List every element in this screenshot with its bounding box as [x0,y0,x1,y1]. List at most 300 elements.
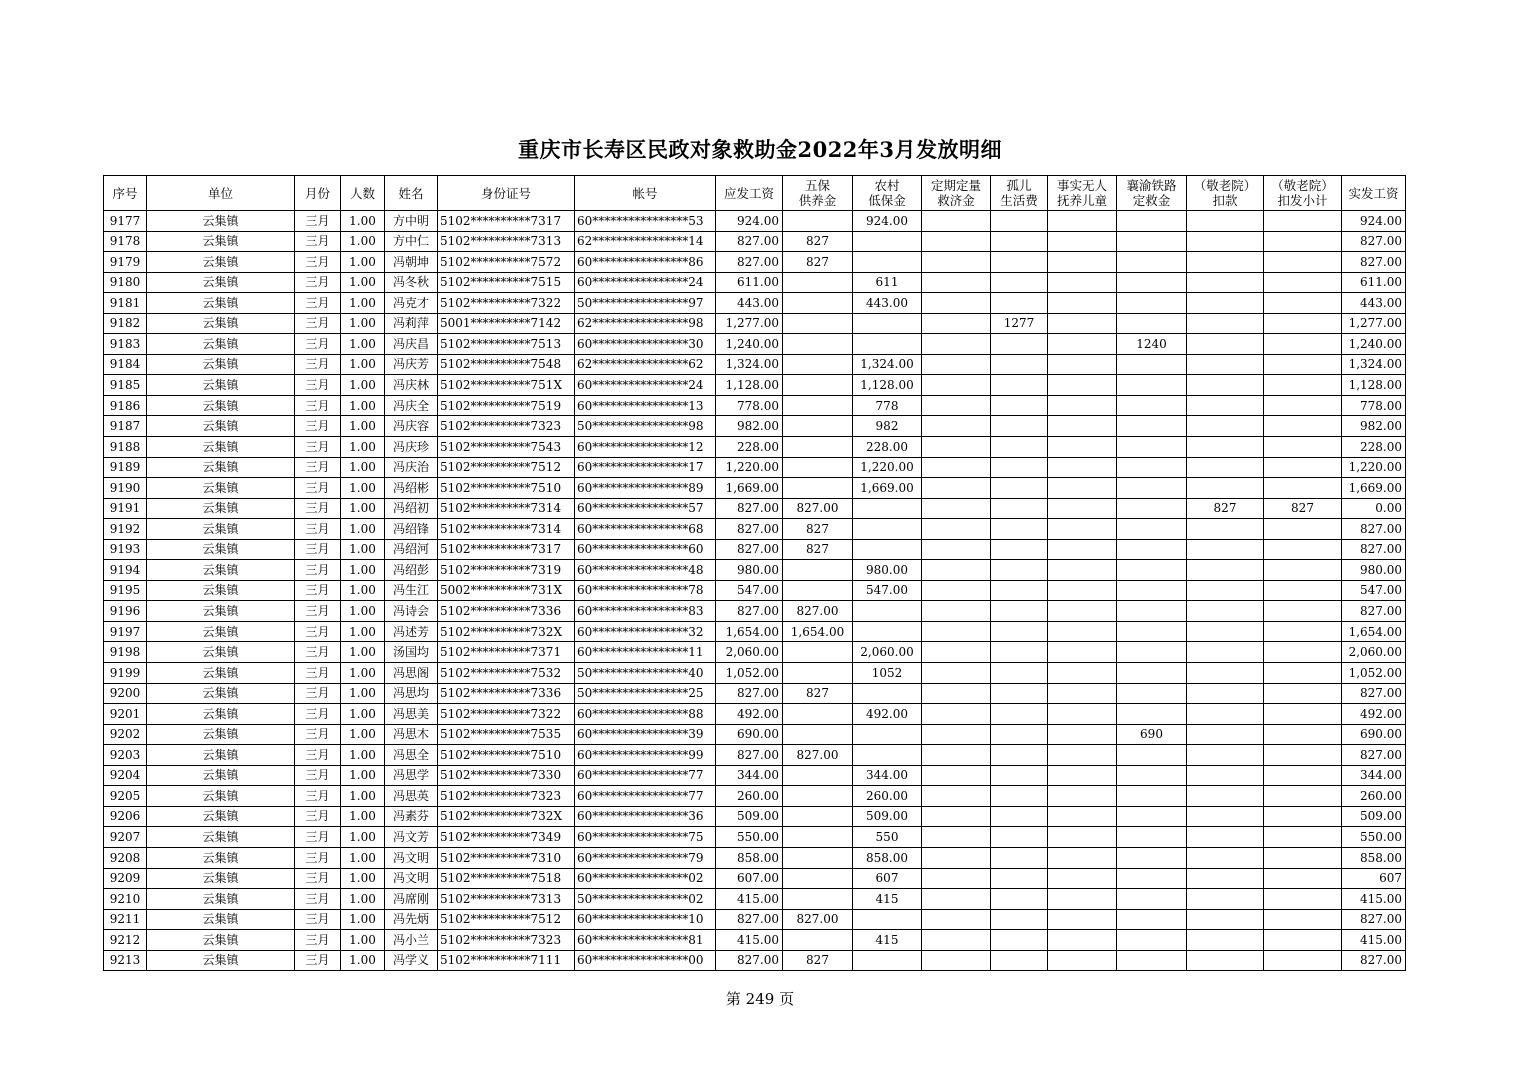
cell-name: 冯庆昌 [385,334,438,355]
cell-actual: 607 [1342,868,1406,889]
cell-account: 50****************97 [575,293,716,314]
cell-nursing-subtotal [1264,909,1342,930]
cell-account: 60****************12 [575,437,716,458]
cell-name: 冯思木 [385,724,438,745]
cell-unsupported-child [1048,211,1117,232]
cell-unsupported-child [1048,560,1117,581]
cell-unit: 云集镇 [147,293,295,314]
cell-nursing-deduction [1187,519,1264,540]
cell-orphan [991,252,1048,273]
cell-orphan [991,416,1048,437]
cell-nursing-deduction [1187,231,1264,252]
cell-unsupported-child [1048,909,1117,930]
cell-dingqi [922,827,991,848]
cell-payable: 827.00 [716,252,783,273]
cell-month: 三月 [295,519,341,540]
cell-seq: 9196 [104,601,147,622]
cell-name: 冯思英 [385,786,438,807]
cell-dibao [853,539,922,560]
cell-payable: 1,240.00 [716,334,783,355]
cell-unsupported-child [1048,889,1117,910]
cell-count: 1.00 [341,663,385,684]
cell-account: 60****************83 [575,601,716,622]
table-row [104,539,1406,560]
table-body [104,211,1406,971]
cell-id-number: 5102**********7323 [438,786,575,807]
cell-nursing-subtotal [1264,889,1342,910]
cell-dibao [853,950,922,971]
cell-nursing-subtotal [1264,930,1342,951]
cell-unsupported-child [1048,457,1117,478]
cell-unsupported-child [1048,395,1117,416]
cell-xiangyu [1117,498,1187,519]
cell-dibao [853,313,922,334]
cell-id-number: 5102**********7572 [438,252,575,273]
cell-month: 三月 [295,868,341,889]
cell-account: 62****************62 [575,354,716,375]
cell-nursing-subtotal [1264,950,1342,971]
cell-seq: 9179 [104,252,147,273]
cell-dibao: 778 [853,395,922,416]
cell-name: 冯先炳 [385,909,438,930]
cell-unit: 云集镇 [147,395,295,416]
cell-dibao: 1,324.00 [853,354,922,375]
header-orphan [991,176,1048,211]
cell-unsupported-child [1048,621,1117,642]
cell-unit: 云集镇 [147,930,295,951]
cell-orphan [991,786,1048,807]
cell-dingqi [922,847,991,868]
table-row [104,313,1406,334]
cell-dingqi [922,786,991,807]
cell-orphan [991,375,1048,396]
cell-wubao [783,889,853,910]
cell-name: 冯莉萍 [385,313,438,334]
cell-wubao: 827.00 [783,745,853,766]
header-line: 身份证号 [480,185,531,201]
cell-unsupported-child [1048,827,1117,848]
cell-xiangyu [1117,786,1187,807]
cell-wubao [783,868,853,889]
cell-dingqi [922,252,991,273]
cell-actual: 827.00 [1342,745,1406,766]
cell-nursing-subtotal [1264,334,1342,355]
header-line: 序号 [112,185,138,201]
cell-orphan [991,293,1048,314]
header-seq [104,176,147,211]
cell-xiangyu [1117,868,1187,889]
cell-id-number: 5102**********7313 [438,889,575,910]
cell-seq: 9186 [104,395,147,416]
cell-nursing-subtotal [1264,765,1342,786]
cell-dibao: 547.00 [853,580,922,601]
cell-nursing-deduction [1187,416,1264,437]
cell-count: 1.00 [341,724,385,745]
cell-seq: 9210 [104,889,147,910]
cell-account: 60****************24 [575,375,716,396]
cell-xiangyu [1117,580,1187,601]
table-row [104,745,1406,766]
cell-id-number: 5102**********7519 [438,395,575,416]
cell-nursing-deduction [1187,252,1264,273]
cell-nursing-subtotal [1264,252,1342,273]
cell-payable: 611.00 [716,272,783,293]
cell-wubao: 827 [783,683,853,704]
header-line: （敬老院） [1271,178,1334,193]
cell-wubao [783,786,853,807]
cell-orphan [991,519,1048,540]
cell-name: 冯绍彬 [385,478,438,499]
cell-name: 冯朝坤 [385,252,438,273]
cell-seq: 9199 [104,663,147,684]
header-line: （敬老院） [1193,178,1257,193]
cell-dibao [853,498,922,519]
cell-id-number: 5102**********732X [438,621,575,642]
cell-month: 三月 [295,580,341,601]
cell-nursing-subtotal: 827 [1264,498,1342,519]
cell-seq: 9185 [104,375,147,396]
cell-xiangyu [1117,478,1187,499]
cell-xiangyu [1117,437,1187,458]
cell-dibao [853,621,922,642]
cell-count: 1.00 [341,909,385,930]
cell-payable: 1,220.00 [716,457,783,478]
cell-payable: 492.00 [716,704,783,725]
cell-actual: 415.00 [1342,930,1406,951]
cell-orphan [991,930,1048,951]
cell-nursing-deduction [1187,909,1264,930]
cell-seq: 9182 [104,313,147,334]
cell-id-number: 5102**********7513 [438,334,575,355]
cell-name: 冯庆容 [385,416,438,437]
cell-nursing-deduction [1187,765,1264,786]
table-row [104,416,1406,437]
cell-name: 冯文明 [385,847,438,868]
cell-account: 60****************13 [575,395,716,416]
cell-actual: 228.00 [1342,437,1406,458]
cell-unsupported-child [1048,704,1117,725]
cell-dingqi [922,272,991,293]
cell-wubao [783,416,853,437]
cell-dingqi [922,560,991,581]
cell-month: 三月 [295,745,341,766]
cell-account: 60****************39 [575,724,716,745]
cell-wubao [783,724,853,745]
cell-id-number: 5102**********7336 [438,683,575,704]
cell-nursing-subtotal [1264,724,1342,745]
header-line: 月份 [304,185,330,201]
table-row [104,272,1406,293]
cell-xiangyu: 690 [1117,724,1187,745]
cell-count: 1.00 [341,560,385,581]
cell-payable: 1,128.00 [716,375,783,396]
cell-dingqi [922,211,991,232]
cell-unit: 云集镇 [147,272,295,293]
cell-orphan [991,601,1048,622]
cell-wubao [783,930,853,951]
cell-nursing-deduction [1187,293,1264,314]
cell-seq: 9190 [104,478,147,499]
cell-wubao [783,354,853,375]
cell-payable: 1,324.00 [716,354,783,375]
cell-payable: 2,060.00 [716,642,783,663]
table-row [104,642,1406,663]
cell-id-number: 5102**********7314 [438,498,575,519]
cell-xiangyu [1117,457,1187,478]
cell-wubao [783,457,853,478]
cell-name: 冯冬秋 [385,272,438,293]
cell-payable: 827.00 [716,539,783,560]
cell-orphan [991,580,1048,601]
cell-xiangyu [1117,847,1187,868]
cell-xiangyu [1117,621,1187,642]
cell-id-number: 5002**********731X [438,580,575,601]
cell-name: 冯文明 [385,868,438,889]
cell-wubao [783,437,853,458]
cell-unsupported-child [1048,724,1117,745]
cell-nursing-subtotal [1264,272,1342,293]
cell-dingqi [922,416,991,437]
table-row [104,704,1406,725]
cell-dibao [853,601,922,622]
cell-wubao [783,806,853,827]
cell-payable: 690.00 [716,724,783,745]
cell-wubao [783,827,853,848]
cell-id-number: 5102**********7317 [438,539,575,560]
cell-id-number: 5102**********7543 [438,437,575,458]
cell-actual: 778.00 [1342,395,1406,416]
cell-unit: 云集镇 [147,478,295,499]
cell-unsupported-child [1048,642,1117,663]
cell-count: 1.00 [341,765,385,786]
cell-dibao: 611 [853,272,922,293]
cell-id-number: 5102**********7323 [438,930,575,951]
cell-dibao: 415 [853,930,922,951]
cell-actual: 827.00 [1342,519,1406,540]
cell-count: 1.00 [341,211,385,232]
cell-month: 三月 [295,621,341,642]
table-row [104,252,1406,273]
cell-seq: 9204 [104,765,147,786]
cell-id-number: 5102**********7532 [438,663,575,684]
header-line: 五保 [804,178,830,193]
cell-actual: 611.00 [1342,272,1406,293]
cell-nursing-subtotal [1264,437,1342,458]
cell-orphan [991,889,1048,910]
cell-payable: 827.00 [716,519,783,540]
header-dingqi [922,176,991,211]
cell-unit: 云集镇 [147,211,295,232]
cell-payable: 509.00 [716,806,783,827]
cell-nursing-deduction [1187,313,1264,334]
cell-dingqi [922,889,991,910]
cell-seq: 9200 [104,683,147,704]
cell-dibao: 492.00 [853,704,922,725]
cell-count: 1.00 [341,354,385,375]
cell-payable: 1,052.00 [716,663,783,684]
cell-month: 三月 [295,539,341,560]
cell-unit: 云集镇 [147,375,295,396]
cell-month: 三月 [295,704,341,725]
cell-actual: 827.00 [1342,539,1406,560]
cell-nursing-deduction [1187,354,1264,375]
cell-month: 三月 [295,950,341,971]
cell-unit: 云集镇 [147,827,295,848]
table-row [104,621,1406,642]
cell-dingqi [922,724,991,745]
cell-unsupported-child [1048,375,1117,396]
cell-actual: 547.00 [1342,580,1406,601]
cell-nursing-deduction [1187,745,1264,766]
table-row [104,868,1406,889]
cell-count: 1.00 [341,437,385,458]
cell-name: 冯克才 [385,293,438,314]
cell-dingqi [922,930,991,951]
cell-id-number: 5001**********7142 [438,313,575,334]
cell-dibao: 550 [853,827,922,848]
cell-nursing-subtotal [1264,293,1342,314]
cell-actual: 827.00 [1342,252,1406,273]
cell-dingqi [922,642,991,663]
cell-dingqi [922,354,991,375]
cell-id-number: 5102**********7518 [438,868,575,889]
cell-xiangyu [1117,704,1187,725]
cell-seq: 9192 [104,519,147,540]
cell-seq: 9188 [104,437,147,458]
cell-payable: 827.00 [716,909,783,930]
cell-unit: 云集镇 [147,580,295,601]
cell-seq: 9212 [104,930,147,951]
table-row [104,211,1406,232]
cell-wubao [783,272,853,293]
cell-id-number: 5102**********7512 [438,909,575,930]
cell-seq: 9202 [104,724,147,745]
cell-dibao: 1052 [853,663,922,684]
cell-xiangyu [1117,889,1187,910]
cell-name: 冯庆治 [385,457,438,478]
cell-count: 1.00 [341,252,385,273]
cell-unsupported-child [1048,663,1117,684]
cell-unsupported-child [1048,580,1117,601]
cell-unsupported-child [1048,930,1117,951]
cell-id-number: 5102**********7535 [438,724,575,745]
cell-wubao: 1,654.00 [783,621,853,642]
cell-count: 1.00 [341,786,385,807]
cell-wubao: 827.00 [783,601,853,622]
cell-month: 三月 [295,395,341,416]
cell-payable: 982.00 [716,416,783,437]
header-month [295,176,341,211]
cell-actual: 827.00 [1342,909,1406,930]
cell-nursing-subtotal [1264,231,1342,252]
cell-name: 冯绍彭 [385,560,438,581]
table-row [104,437,1406,458]
cell-actual: 260.00 [1342,786,1406,807]
header-id-number [438,176,575,211]
cell-dibao [853,745,922,766]
cell-nursing-subtotal [1264,683,1342,704]
cell-account: 60****************24 [575,272,716,293]
cell-payable: 827.00 [716,231,783,252]
cell-unit: 云集镇 [147,416,295,437]
cell-unsupported-child [1048,437,1117,458]
cell-xiangyu [1117,663,1187,684]
cell-xiangyu [1117,313,1187,334]
cell-seq: 9183 [104,334,147,355]
cell-actual: 509.00 [1342,806,1406,827]
cell-account: 60****************88 [575,704,716,725]
cell-actual: 827.00 [1342,601,1406,622]
cell-count: 1.00 [341,580,385,601]
cell-nursing-subtotal [1264,457,1342,478]
cell-nursing-deduction [1187,621,1264,642]
cell-id-number: 5102**********7336 [438,601,575,622]
table-row [104,683,1406,704]
cell-nursing-subtotal [1264,313,1342,334]
cell-nursing-deduction [1187,457,1264,478]
cell-payable: 924.00 [716,211,783,232]
cell-seq: 9208 [104,847,147,868]
cell-orphan [991,704,1048,725]
table-row [104,478,1406,499]
cell-unsupported-child [1048,847,1117,868]
cell-wubao [783,395,853,416]
cell-unsupported-child [1048,231,1117,252]
cell-id-number: 5102**********7319 [438,560,575,581]
table-row [104,519,1406,540]
cell-count: 1.00 [341,745,385,766]
cell-month: 三月 [295,786,341,807]
cell-actual: 1,324.00 [1342,354,1406,375]
cell-seq: 9194 [104,560,147,581]
cell-name: 冯席刚 [385,889,438,910]
cell-orphan [991,642,1048,663]
cell-count: 1.00 [341,313,385,334]
cell-id-number: 5102**********7512 [438,457,575,478]
cell-wubao: 827 [783,519,853,540]
header-xiangyu [1117,176,1187,211]
cell-month: 三月 [295,560,341,581]
cell-seq: 9203 [104,745,147,766]
cell-unit: 云集镇 [147,806,295,827]
cell-month: 三月 [295,354,341,375]
cell-nursing-deduction [1187,889,1264,910]
cell-account: 62****************14 [575,231,716,252]
cell-id-number: 5102**********7322 [438,293,575,314]
header-line: 抚养儿童 [1056,193,1107,208]
cell-payable: 344.00 [716,765,783,786]
cell-account: 60****************81 [575,930,716,951]
cell-count: 1.00 [341,519,385,540]
header-account [575,176,716,211]
cell-actual: 827.00 [1342,683,1406,704]
cell-nursing-deduction [1187,683,1264,704]
cell-count: 1.00 [341,930,385,951]
cell-payable: 1,654.00 [716,621,783,642]
cell-count: 1.00 [341,806,385,827]
cell-payable: 827.00 [716,683,783,704]
cell-nursing-subtotal [1264,745,1342,766]
cell-orphan: 1277 [991,313,1048,334]
cell-wubao [783,663,853,684]
cell-account: 50****************40 [575,663,716,684]
cell-month: 三月 [295,498,341,519]
cell-payable: 827.00 [716,745,783,766]
cell-month: 三月 [295,457,341,478]
cell-orphan [991,765,1048,786]
cell-dibao: 1,669.00 [853,478,922,499]
cell-seq: 9195 [104,580,147,601]
